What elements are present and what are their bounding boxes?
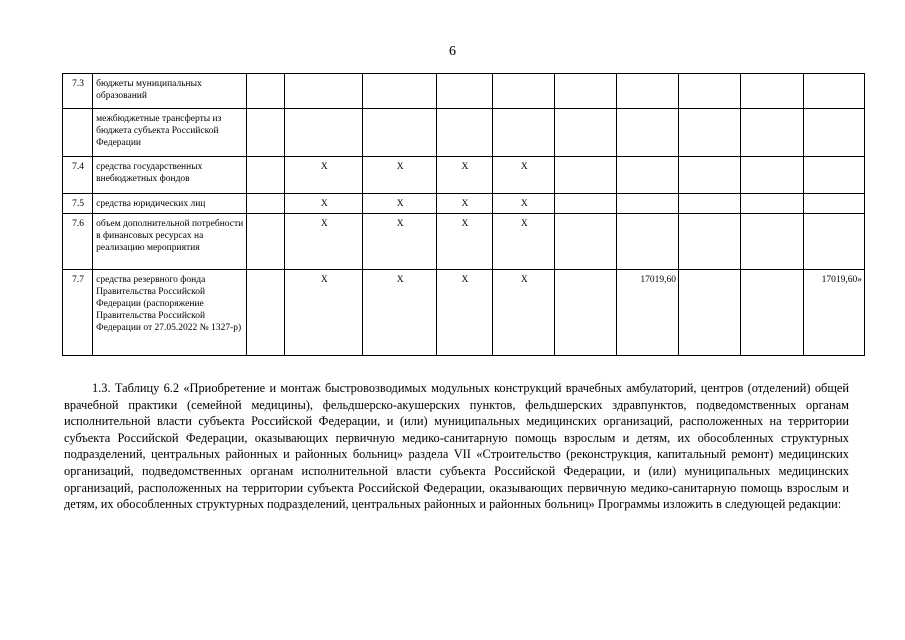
x-mark-cell: X — [493, 270, 555, 356]
empty-cell — [679, 157, 741, 194]
row-number-cell: 7.5 — [63, 194, 93, 214]
empty-cell — [679, 214, 741, 270]
x-mark-cell: X — [363, 214, 436, 270]
x-mark-cell — [363, 74, 436, 109]
value-cell — [616, 194, 678, 214]
row-label-cell: средства юридических лиц — [93, 194, 247, 214]
x-mark-cell: X — [493, 214, 555, 270]
row-label-cell: средства государственных внебюджетных фондов — [93, 157, 247, 194]
empty-cell — [246, 109, 284, 157]
table-row — [63, 214, 865, 270]
x-mark-cell: X — [285, 270, 363, 356]
empty-cell — [741, 214, 803, 270]
value-cell — [616, 109, 678, 157]
total-value-cell: 17019,60» — [803, 270, 864, 356]
x-mark-cell — [436, 109, 492, 157]
row-number-cell: 7.6 — [63, 214, 93, 270]
empty-cell — [246, 270, 284, 356]
table-row — [63, 194, 865, 214]
empty-cell — [741, 270, 803, 356]
x-mark-cell: X — [493, 157, 555, 194]
empty-cell — [741, 74, 803, 109]
empty-cell — [679, 194, 741, 214]
empty-cell — [246, 214, 284, 270]
table-row — [63, 270, 865, 356]
empty-cell — [679, 109, 741, 157]
row-label-cell: средства резервного фонда Правительства Российской Федерации (распоряжение Правительства Российской Федерации от 27.05.2022 № 1327-р) — [93, 270, 247, 356]
financing-table — [62, 73, 865, 356]
total-value-cell — [803, 214, 864, 270]
row-label-cell: бюджеты муниципальных образований — [93, 74, 247, 109]
empty-cell — [555, 157, 616, 194]
x-mark-cell: X — [363, 157, 436, 194]
empty-cell — [555, 270, 616, 356]
row-number-cell: 7.7 — [63, 270, 93, 356]
x-mark-cell — [436, 74, 492, 109]
x-mark-cell: X — [285, 214, 363, 270]
empty-cell — [741, 157, 803, 194]
value-cell — [616, 157, 678, 194]
table-row — [63, 157, 865, 194]
x-mark-cell — [285, 109, 363, 157]
empty-cell — [246, 157, 284, 194]
page-number: 6 — [449, 44, 456, 59]
x-mark-cell: X — [363, 194, 436, 214]
empty-cell — [741, 109, 803, 157]
table-row — [63, 109, 865, 157]
total-value-cell — [803, 194, 864, 214]
empty-cell — [555, 194, 616, 214]
total-value-cell — [803, 157, 864, 194]
total-value-cell — [803, 109, 864, 157]
total-value-cell — [803, 74, 864, 109]
empty-cell — [555, 74, 616, 109]
row-number-cell — [63, 109, 93, 157]
value-cell — [616, 74, 678, 109]
value-cell — [616, 214, 678, 270]
x-mark-cell: X — [436, 194, 492, 214]
empty-cell — [679, 270, 741, 356]
x-mark-cell — [363, 109, 436, 157]
x-mark-cell: X — [285, 194, 363, 214]
x-mark-cell: X — [436, 270, 492, 356]
x-mark-cell — [493, 109, 555, 157]
row-label-cell: объем дополнительной потребности в финансовых ресурсах на реализацию мероприятия — [93, 214, 247, 270]
value-cell: 17019,60 — [616, 270, 678, 356]
row-number-cell: 7.4 — [63, 157, 93, 194]
empty-cell — [741, 194, 803, 214]
x-mark-cell: X — [285, 157, 363, 194]
row-number-cell: 7.3 — [63, 74, 93, 109]
empty-cell — [679, 74, 741, 109]
row-label-cell: межбюджетные трансферты из бюджета субъекта Российской Федерации — [93, 109, 247, 157]
empty-cell — [555, 109, 616, 157]
x-mark-cell — [285, 74, 363, 109]
table-row — [63, 74, 865, 109]
x-mark-cell: X — [436, 214, 492, 270]
x-mark-cell: X — [436, 157, 492, 194]
x-mark-cell: X — [493, 194, 555, 214]
empty-cell — [246, 74, 284, 109]
amendment-paragraph: 1.3. Таблицу 6.2 «Приобретение и монтаж быстровозводимых модульных конструкций врачебных амбулаторий, центров (отделений) общей врачебной практики (семейной медицины), фельдшерско-акушерских пунктов, фельдшерских здравпунктов, подведомственных органам исполнительной власти субъекта Российской Федерации, и (или) муниципальных медицинских организаций, расположенных на территории субъекта Российской Федерации, оказывающих первичную медико-санитарную помощь взрослым и детям, их обособленных структурных подразделений, центральных районных и районных больниц» раздела VII «Строительство (реконструкция, капитальный ремонт) медицинских организаций, подведомственных органам исполнительной власти субъекта Российской Федерации, и (или) муниципальных медицинских организаций, расположенных на территории субъекта Российской Федерации, оказывающих первичную медико-санитарную помощь взрослым и детям, их обособленных структурных подразделений, центральных районных и районных больниц» Программы изложить в следующей редакции: — [64, 381, 849, 512]
empty-cell — [246, 194, 284, 214]
x-mark-cell — [493, 74, 555, 109]
empty-cell — [555, 214, 616, 270]
x-mark-cell: X — [363, 270, 436, 356]
